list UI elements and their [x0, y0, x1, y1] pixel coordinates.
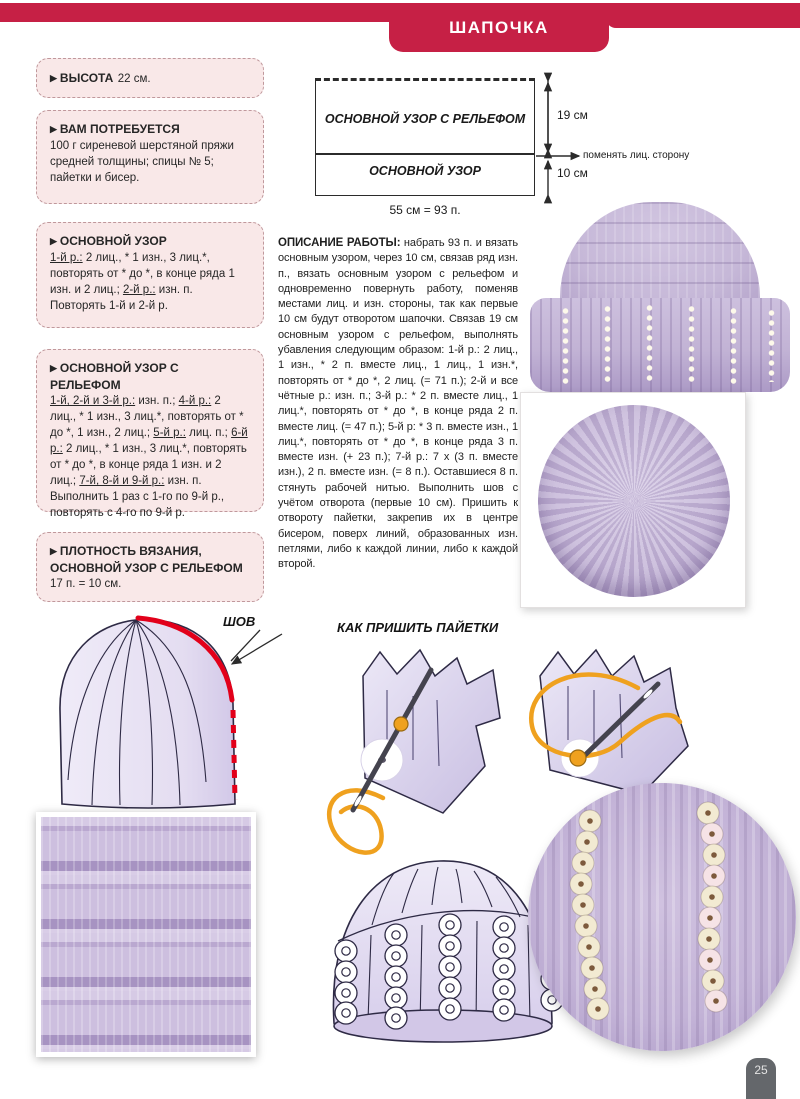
dimension-arrows — [535, 75, 590, 200]
schematic-zone-top-label: ОСНОВНОЙ УЗОР С РЕЛЬЕФОМ — [324, 112, 526, 126]
fabric-piece — [363, 650, 500, 813]
info-box-title: ОСНОВНОЙ УЗОР — [59, 234, 167, 248]
page-title: ШАПОЧКА — [449, 17, 549, 37]
sequin-stripe — [562, 306, 569, 384]
knit-texture-photo — [36, 812, 256, 1057]
bullet-icon: ▶ — [50, 73, 57, 83]
schematic-width-note: 55 см = 93 п. — [389, 203, 461, 217]
macro-sequin-column-left — [570, 810, 609, 1020]
info-box-relief-pattern — [36, 349, 264, 519]
sequin-stripe — [768, 308, 775, 382]
info-box-body: 1-й р.: 2 лиц., * 1 изн., 3 лиц.*, повторять от * до *, в конце ряда 1 изн. и 2 лиц.; 2-й р.: изн. п. Повторять 1-й и 2-й р. — [50, 252, 235, 312]
page-number-tab — [746, 1058, 776, 1099]
macro-sequin-column-right — [697, 802, 727, 1012]
magazine-header — [389, 3, 609, 52]
sequin-stripe — [646, 303, 653, 385]
hat-brim — [530, 298, 790, 392]
hat-top-view — [538, 405, 730, 597]
seam-arrow — [231, 630, 282, 664]
info-box-body: 100 г сиреневой шерстяной пряжи средней толщины; спицы № 5; пайетки и бисер. — [50, 140, 234, 184]
fabric-piece — [540, 650, 688, 794]
bullet-icon: ▶ — [50, 236, 57, 246]
work-description — [278, 236, 518, 573]
bead-icon — [394, 717, 408, 731]
hat-photo-top — [520, 392, 746, 608]
info-box-title: ВАМ ПОТРЕБУЕТСЯ — [59, 122, 180, 136]
page-number: 25 — [754, 1063, 768, 1077]
schematic-divider — [315, 153, 535, 155]
schematic-zone-bottom-label: ОСНОВНОЙ УЗОР — [369, 164, 481, 178]
seam-label: ШОВ — [223, 614, 256, 629]
info-box-height — [36, 58, 264, 98]
sequin-stripe — [604, 304, 611, 384]
info-box-body: 1-й, 2-й и 3-й р.: изн. п.; 4-й р.: 2 лиц., * 1 изн., 3 лиц.*, повторять от * до *, 1 изн., 2 лиц.; 5-й р.: лиц. п.; 6-й р.: 2 лиц., * 1 изн., 3 лиц.*, повторять от * до *, в конце ряда 1 изн. и 2 лиц.; 7-й, 8-й и 9-й р.: изн. п. Выполнить 1 раз с 1-го по 9-й р., повторять с 4-го по 9-й р. — [50, 395, 248, 519]
schematic-side-note: поменять лиц. сторону — [583, 150, 690, 161]
bullet-icon: ▶ — [50, 124, 57, 134]
bullet-icon: ▶ — [50, 363, 57, 373]
seam-diagram — [30, 612, 295, 812]
schematic-outline — [315, 79, 535, 196]
bead-icon — [570, 750, 586, 766]
info-box-title: ОСНОВНОЙ УЗОР С РЕЛЬЕФОМ — [50, 361, 179, 392]
info-box-title: ВЫСОТА — [59, 71, 114, 85]
dimension-label-10: 10 см — [557, 166, 588, 180]
info-box-materials — [36, 110, 264, 204]
sequin-macro-photo — [528, 783, 796, 1051]
info-box-main-pattern — [36, 222, 264, 328]
sequin-stripe — [730, 306, 737, 384]
info-box-body: 17 п. = 10 см. — [50, 578, 122, 590]
dimension-label-19: 19 см — [557, 108, 588, 122]
macro-sequins-overlay — [528, 783, 796, 1051]
info-box-body: 22 см. — [117, 73, 151, 85]
work-description-text: набрать 93 п. и вязать основным узором, через 10 см, связав ряд изн. п., вязать основным узором с рельефом и одновременно повернуть работу, поменяв местами лиц. и изн. стороны, так как первые 10 см будут отворотом шапочки. Связав 19 см основным узором с рельефом, выполнять убавления следующим образом: 1-й р.: 2 лиц., 1 изн., * 2 п. вместе лиц., 1 лиц., 1 изн.*, повторять от * до *, 2 лиц. (= 71 п.); 2-й и все чётные р.: изн. п.; 3-й р.: * 2 п. вместе лиц., 1 лиц.*, повторять от * до *, в конце ряда 2 п. вместе лиц. (= 47 п.); 5-й р: * 3 п. вместе изн., 1 лиц.*, повторять от * до *, в конце ряда 3 п. вместе изн. (+ 23 п.); 7-й р.: 7 х (3 п. вместе изн.), 2 п. вместе изн. (= 8 п.). Оставшиеся 8 п. стянуть рабочей нитью. Выполнить шов с учётом отворота (первые 10 см). Пришить к отвороту пайетки, закрепив их в центре бисером, поверх линий, образованных изн. петлями, либо к каждой линии, либо к каждой второй. — [278, 237, 518, 571]
info-box-gauge — [36, 532, 264, 602]
header-strip-right — [606, 3, 800, 28]
sequin-stripe — [688, 304, 695, 384]
info-box-title: ПЛОТНОСТЬ ВЯЗАНИЯ, ОСНОВНОЙ УЗОР С РЕЛЬЕФОМ — [50, 544, 243, 575]
work-description-label: ОПИСАНИЕ РАБОТЫ: — [278, 237, 401, 249]
hat-photo-front — [528, 202, 793, 392]
bullet-icon: ▶ — [50, 546, 57, 556]
sequin-column — [439, 914, 461, 1020]
section-heading-sequins: КАК ПРИШИТЬ ПАЙЕТКИ — [337, 620, 499, 635]
